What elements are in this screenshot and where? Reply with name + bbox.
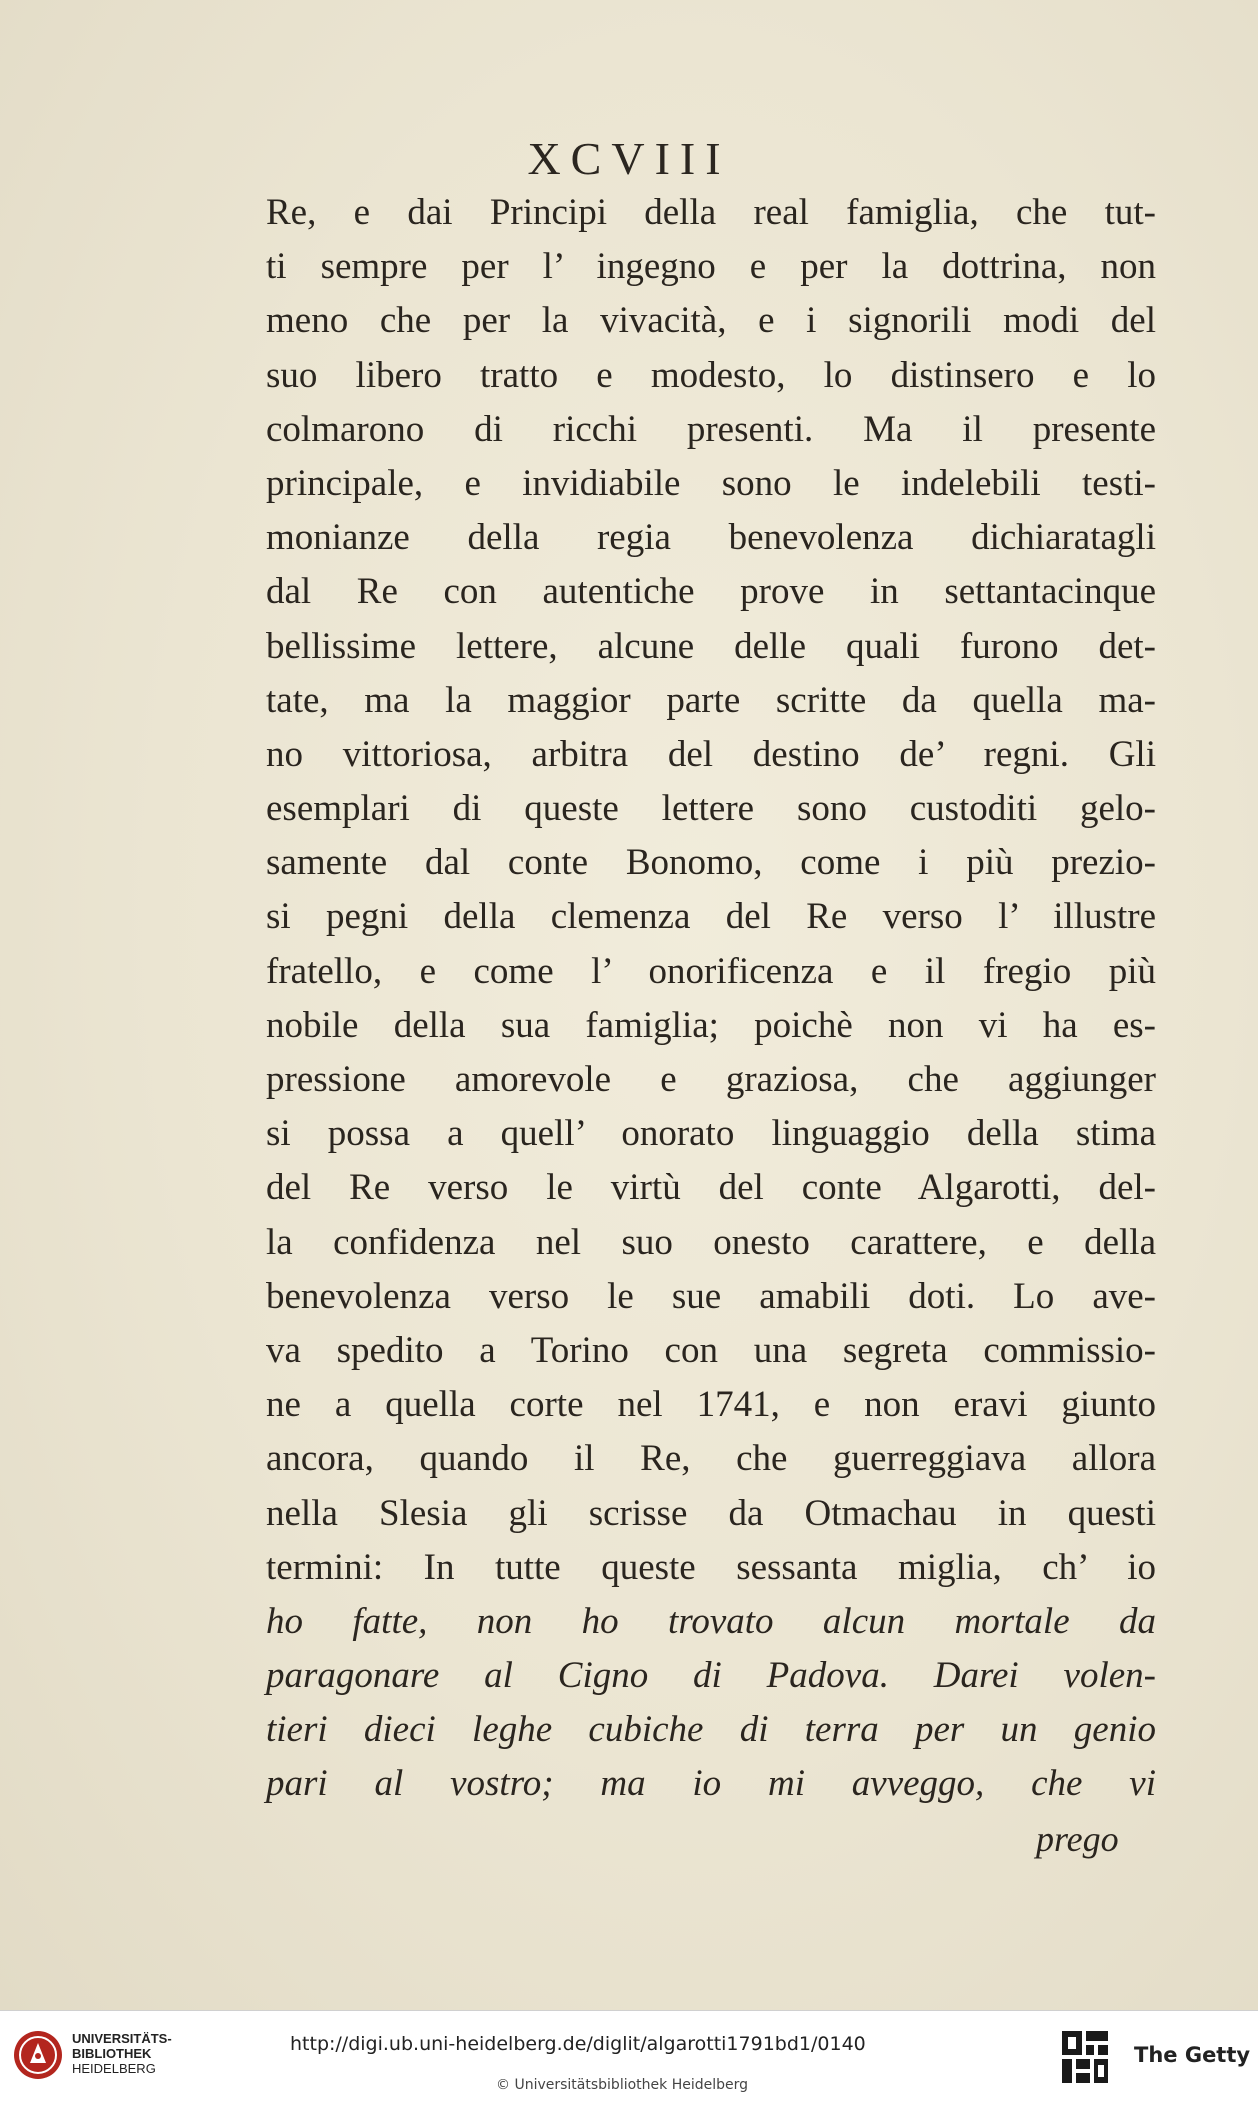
institution-name (72, 2031, 172, 2076)
partner-name: The Getty (1134, 2043, 1251, 2067)
viewer-footer (0, 2010, 1258, 2104)
text-line: principale, e invidiabile sono le indelebili testi- (266, 462, 1156, 504)
text-line: Re, e dai Principi della real famiglia, che tut- (266, 192, 1156, 233)
text-line: meno che per la vivacità, e i signorili modi del (266, 300, 1156, 342)
text-line: esemplari di queste lettere sono custoditi gelo- (266, 788, 1156, 830)
text-line: si pegni della clemenza del Re verso l’ illustre (266, 896, 1156, 938)
body-text (266, 186, 1156, 1812)
text-line: ti sempre per l’ ingegno e per la dottrina, non (266, 246, 1156, 288)
text-line: ne a quella corte nel 1741, e non eravi giunto (266, 1384, 1156, 1426)
catchword: prego (1036, 1819, 1119, 1859)
text-line: benevolenza verso le sue amabili doti. Lo ave- (266, 1275, 1156, 1317)
text-line: tieri dieci leghe cubiche di terra per un genio (266, 1709, 1156, 1751)
copyright-notice: © Universitätsbibliothek Heidelberg (496, 2077, 749, 2093)
text-line: la confidenza nel suo onesto carattere, e della (266, 1221, 1156, 1263)
getty-logo-icon (1060, 2029, 1110, 2085)
text-line: termini: In tutte queste sessanta miglia, ch’ io (266, 1546, 1156, 1588)
text-line: nella Slesia gli scrisse da Otmachau in questi (266, 1492, 1156, 1534)
text-line: suo libero tratto e modesto, lo distinsero e lo (266, 354, 1156, 396)
text-line: tate, ma la maggior parte scritte da quella ma- (266, 679, 1156, 721)
text-line: ancora, quando il Re, che guerreggiava allora (266, 1438, 1156, 1480)
institution-line: BIBLIOTHEK (72, 2046, 152, 2061)
text-line: samente dal conte Bonomo, come i più prezio- (266, 842, 1156, 884)
university-seal-icon (12, 2029, 64, 2081)
text-line: dal Re con autentiche prove in settantacinque (266, 571, 1156, 613)
text-line: si possa a quell’ onorato linguaggio della stima (266, 1113, 1156, 1155)
permalink-url[interactable]: http://digi.ub.uni-heidelberg.de/diglit/algarotti1791bd1/0140 (290, 2033, 866, 2055)
institution-line: UNIVERSITÄTS- (72, 2031, 172, 2046)
text-line: ho fatte, non ho trovato alcun mortale da (266, 1600, 1156, 1642)
page-number: XCVIII (527, 133, 731, 184)
text-line: pressione amorevole e graziosa, che aggiunger (266, 1059, 1156, 1100)
text-line: fratello, e come l’ onorificenza e il fregio più (266, 950, 1156, 992)
text-line: paragonare al Cigno di Padova. Darei volen- (266, 1655, 1156, 1697)
text-line: no vittoriosa, arbitra del destino de’ regni. Gli (266, 733, 1156, 775)
text-line: monianze della regia benevolenza dichiaratagli (266, 517, 1156, 559)
text-line: va spedito a Torino con una segreta commissio- (266, 1329, 1156, 1371)
text-line: del Re verso le virtù del conte Algarotti, del- (266, 1167, 1156, 1209)
institution-line: HEIDELBERG (72, 2061, 156, 2076)
text-line: nobile della sua famiglia; poichè non vi ha es- (266, 1004, 1156, 1046)
text-line: pari al vostro; ma io mi avveggo, che vi (266, 1763, 1156, 1805)
text-line: bellissime lettere, alcune delle quali furono det- (266, 625, 1156, 667)
text-line: colmarono di ricchi presenti. Ma il presente (266, 408, 1156, 450)
